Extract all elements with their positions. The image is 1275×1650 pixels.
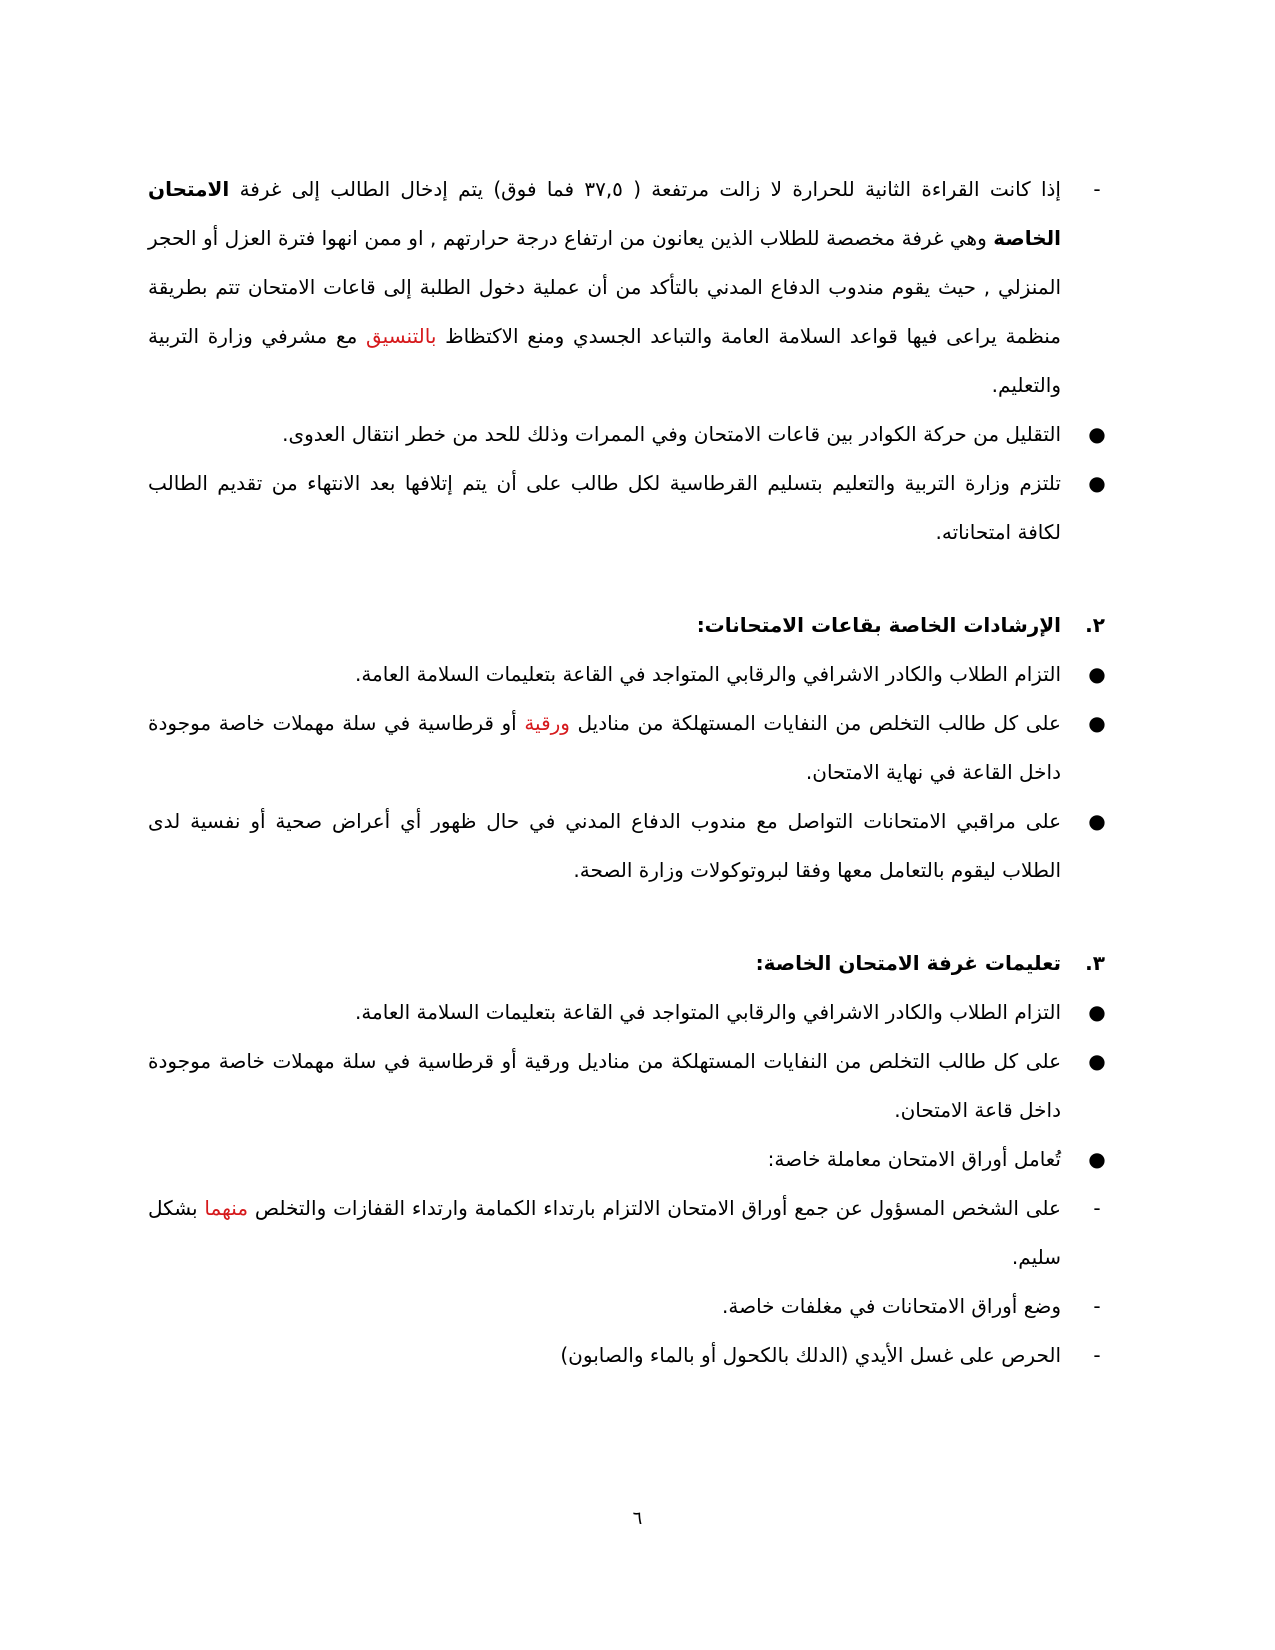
item-text: تُعامل أوراق الامتحان معاملة خاصة: <box>767 1147 1061 1171</box>
item-text: أو قرطاسية في سلة مهملات خاصة موجودة داخل القاعة في نهاية الامتحان. <box>148 711 1061 784</box>
bold-text: الامتحان الخاصة <box>148 177 1061 250</box>
section-title: الإرشادات الخاصة بقاعات الامتحانات: <box>696 613 1061 637</box>
section-title: تعليمات غرفة الامتحان الخاصة: <box>755 951 1061 975</box>
item-text: مع مشرفي وزارة التربية والتعليم. <box>148 324 1061 397</box>
highlighted-word: ورقية <box>524 711 570 735</box>
list-item <box>148 459 1113 557</box>
dash-marker: - <box>1093 1343 1101 1367</box>
list-item <box>148 165 1113 410</box>
bullet-marker: ● <box>1088 1049 1106 1073</box>
list-item <box>148 1037 1113 1135</box>
dash-marker: - <box>1093 177 1101 201</box>
item-text: الحرص على غسل الأيدي (الدلك بالكحول أو بالماء والصابون) <box>560 1343 1061 1367</box>
section-number: ٣. <box>1085 951 1105 975</box>
list-item <box>148 1135 1113 1184</box>
dash-marker: - <box>1093 1294 1101 1318</box>
list-item <box>148 410 1113 459</box>
highlighted-word: بالتنسيق <box>366 324 437 348</box>
item-text: على مراقبي الامتحانات التواصل مع مندوب الدفاع المدني في حال ظهور أي أعراض صحية أو نفسية لدى الطلاب ليقوم بالتعامل معها وفقا لبروتوكولات وزارة الصحة. <box>148 809 1061 882</box>
item-text: على كل طالب التخلص من النفايات المستهلكة من مناديل ورقية أو قرطاسية في سلة مهملات خاصة موجودة داخل قاعة الامتحان. <box>148 1049 1061 1122</box>
section-heading <box>148 601 1113 650</box>
item-text: على الشخص المسؤول عن جمع أوراق الامتحان الالتزام بارتداء الكمامة وارتداء القفازات والتخلص <box>248 1196 1061 1220</box>
page-number: ٦ <box>632 1508 643 1529</box>
bullet-marker: ● <box>1088 471 1106 495</box>
dash-marker: - <box>1093 1196 1101 1220</box>
bullet-marker: ● <box>1088 662 1106 686</box>
list-item <box>148 797 1113 895</box>
list-item <box>148 650 1113 699</box>
bullet-marker: ● <box>1088 422 1106 446</box>
list-item <box>148 1282 1113 1331</box>
section-number: ٢. <box>1085 613 1105 637</box>
item-text: وهي غرفة مخصصة للطلاب الذين يعانون من ارتفاع درجة حرارتهم , او ممن انهوا فترة العزل أو الحجر المنزلي , حيث يقوم مندوب الدفاع المدني بالتأكد من أن عملية دخول الطلبة إلى قاعات الامتحان تتم بطريقة منظمة يراعى فيها قواعد السلامة العامة والتباعد الجسدي ومنع الاكتظاظ <box>148 226 1061 348</box>
document-body <box>148 165 1113 1380</box>
item-text: على كل طالب التخلص من النفايات المستهلكة من مناديل <box>569 711 1061 735</box>
bullet-marker: ● <box>1088 1147 1106 1171</box>
item-text: إذا كانت القراءة الثانية للحرارة لا زالت مرتفعة ( ٣٧,٥ فما فوق) يتم إدخال الطالب إلى غرفة <box>229 177 1061 201</box>
list-item <box>148 1184 1113 1282</box>
item-text: تلتزم وزارة التربية والتعليم بتسليم القرطاسية لكل طالب على أن يتم إتلافها بعد الانتهاء من تقديم الطالب لكافة امتحاناته. <box>148 471 1061 544</box>
list-item <box>148 988 1113 1037</box>
item-text: التزام الطلاب والكادر الاشرافي والرقابي المتواجد في القاعة بتعليمات السلامة العامة. <box>354 1000 1061 1024</box>
item-text: التقليل من حركة الكوادر بين قاعات الامتحان وفي الممرات وذلك للحد من خطر انتقال العدوى. <box>282 422 1061 446</box>
list-item <box>148 1331 1113 1380</box>
bullet-marker: ● <box>1088 711 1106 735</box>
section-heading <box>148 939 1113 988</box>
item-text: بشكل سليم. <box>148 1196 1061 1269</box>
item-text: التزام الطلاب والكادر الاشرافي والرقابي المتواجد في القاعة بتعليمات السلامة العامة. <box>354 662 1061 686</box>
list-item <box>148 699 1113 797</box>
highlighted-word: منهما <box>204 1196 249 1220</box>
item-text: وضع أوراق الامتحانات في مغلفات خاصة. <box>722 1294 1061 1318</box>
bullet-marker: ● <box>1088 809 1106 833</box>
bullet-marker: ● <box>1088 1000 1106 1024</box>
